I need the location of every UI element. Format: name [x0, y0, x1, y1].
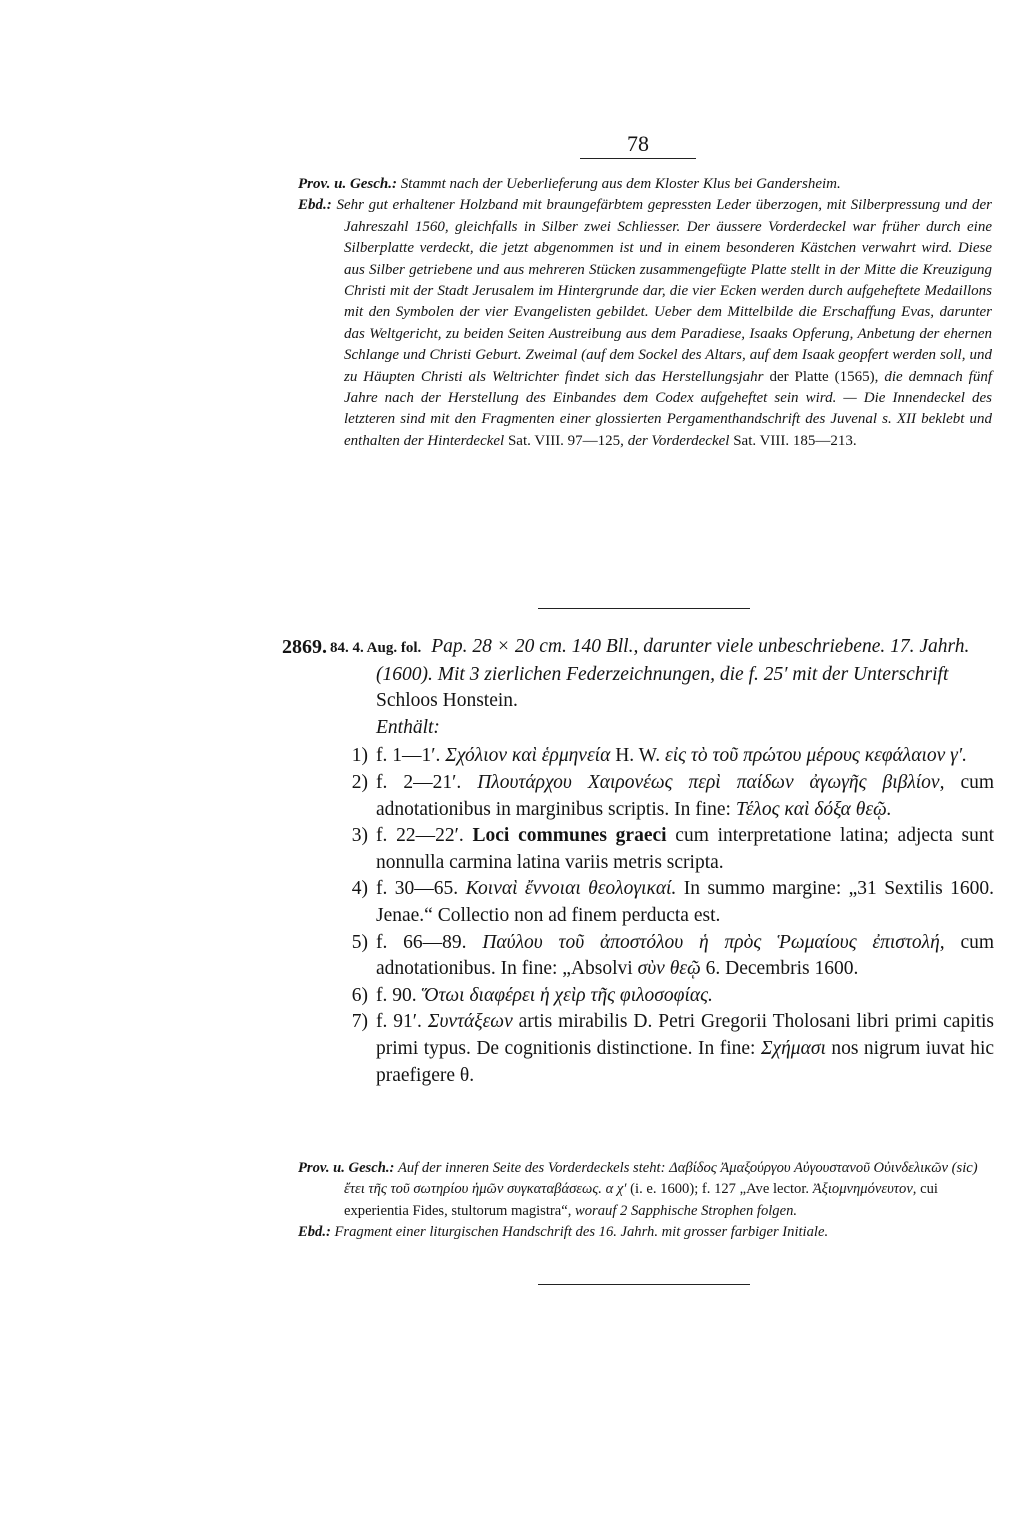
- list-item: 1) f. 1—1′. Σχόλιον καὶ ἑρμηνεία H. W. εἰς τὸ τοῦ πρώτου μέρους κεφάλαιον γ′.: [351, 745, 967, 767]
- list-item: 5) f. 66—89. Παύλου τοῦ ἀποστόλου ἡ πρὸς Ῥωμαίους ἐπιστολή, cum adnotationibus. In fine: „Absolvi σὺν θεῷ 6. Decembris 1600.: [351, 931, 995, 980]
- physical-description: Pap. 28 × 20 cm. 140 Bll., darunter viele unbeschriebene. 17. Jahrh. (1600). Mit 3 zierlichen Federzeichnungen, die f. 25′ mit der Unterschrift: [376, 636, 970, 685]
- section-divider: [538, 608, 750, 609]
- shelfmark: 84. 4. Aug. fol.: [330, 640, 422, 656]
- contents-list: [330, 743, 994, 1089]
- page-number-rule: [580, 158, 696, 159]
- list-item: 3) f. 22—22′. Loci communes graeci cum interpretatione latina; adjecta sunt nonnulla carmina latina variis metris scripta.: [351, 825, 994, 873]
- section-divider: [538, 1284, 750, 1285]
- binding-text-e: der Vorderdeckel: [627, 432, 730, 449]
- provenance-note: Prov. u. Gesch.: Auf der inneren Seite des Vorderdeckels steht: Δαβίδος Ἀμαξούργου Αὐγουστανοῦ Οὐινδελικῶν (sic) ἔτει τῆς τοῦ σωτηρίου ἡμῶν συγκαταβάσεως. α χ′ (i. e. 1600); f. 127 „Ave lector. Ἀξιομνημόνευτον, cui experientia Fides, stultorum magistra“, worauf 2 Sapphische Strophen folgen.: [298, 1160, 978, 1219]
- list-item: 2) f. 2—21′. Πλουτάρχου Χαιρονέως περὶ παίδων ἀγωγῆς βιβλίον, cum adnotationibus in marginibus scriptis. In fine: Τέλος καὶ δόξα θεῷ.: [351, 771, 995, 820]
- list-item: 7) f. 91′. Συντάξεων artis mirabilis D. Petri Gregorii Tholosani libri primi capitis primi typus. De cognitionis distinctione. In fine: Σχήμασι nos nigrum iuvat hic praefigere θ.: [351, 1011, 995, 1086]
- entry-notes: [298, 1158, 992, 1244]
- manuscript-entry: [330, 634, 994, 1089]
- list-item: 4) f. 30—65. Κοιναὶ ἔννοιαι θεολογικαί. In summo margine: „31 Sextilis 1600. Jenae.“ Collectio non ad finem perducta est.: [351, 878, 995, 926]
- list-item: 6) f. 90. Ὅτωι διαφέρει ἡ χεὶρ τῆς φιλοσοφίας.: [351, 984, 713, 1006]
- binding-label: Ebd.:: [298, 197, 332, 214]
- signature: Schloos Honstein.: [376, 690, 518, 712]
- page-number: 78: [627, 131, 649, 156]
- binding-text-f: Sat. VIII. 185—213.: [733, 432, 857, 449]
- binding-text-c: die demnach fünf Jahre nach der Herstellung des Einbandes dem Codex aufgeheftet sein wird. — Die Innendeckel des letzteren sind mit den Fragmenten einer glossierten Pergamenthandschrift des Juvenal s. XII beklebt und enthalten der Hinterdeckel: [344, 368, 993, 449]
- provenance-text: Stammt nach der Ueberlieferung aus dem Kloster Klus bei Gandersheim.: [400, 176, 841, 192]
- binding-note: [298, 195, 992, 452]
- provenance-label: Prov. u. Gesch.:: [298, 1160, 395, 1176]
- binding-note: Ebd.: Fragment einer liturgischen Handschrift des 16. Jahrh. mit grosser farbiger Initiale.: [298, 1224, 829, 1241]
- provenance-label: Prov. u. Gesch.:: [298, 176, 398, 192]
- binding-text-b: der Platte (1565),: [769, 368, 879, 385]
- binding-label: Ebd.:: [298, 1224, 331, 1241]
- provenance-note: [298, 174, 992, 195]
- binding-text-a: Sehr gut erhaltener Holzband mit braungefärbtem gepressten Leder überzogen, mit Silberpressung und der Jahreszahl 1560, gleichfalls in Silber zwei Schliesser. Der äussere Vorderdeckel war früher durch eine Silberplatte verdeckt, die jetzt abgenommen ist und in einem besonderen Kästchen verwahrt wird. Diese aus Silber getriebene und aus mehreren Stücken zusammengefügte Platte stellt in der Mitte die Kreuzigung Christi mit der Stadt Jerusalem im Hintergrunde dar, die vier Ecken werden durch aufgeheftete Medaillons mit den Symbolen der vier Evangelisten gebildet. Ueber dem Mittelbilde die Erschaffung Evas, darunter das Weltgericht, zu beiden Seiten Austreibung aus dem Paradiese, Isaaks Opferung, Anbetung der ehernen Schlange und Christi Geburt. Zweimal (auf dem Sockel des Altars, auf dem Isaak geopfert werden soll, und zu Häupten Christi als Weltrichter findet sich das Herstellungsjahr: [336, 197, 992, 385]
- entry-description: [330, 634, 994, 715]
- preceding-entry-notes: [298, 174, 992, 452]
- binding-text-d: Sat. VIII. 97—125,: [507, 432, 624, 449]
- entry-number: 2869.: [282, 636, 327, 658]
- contents-label: Enthält:: [376, 716, 440, 738]
